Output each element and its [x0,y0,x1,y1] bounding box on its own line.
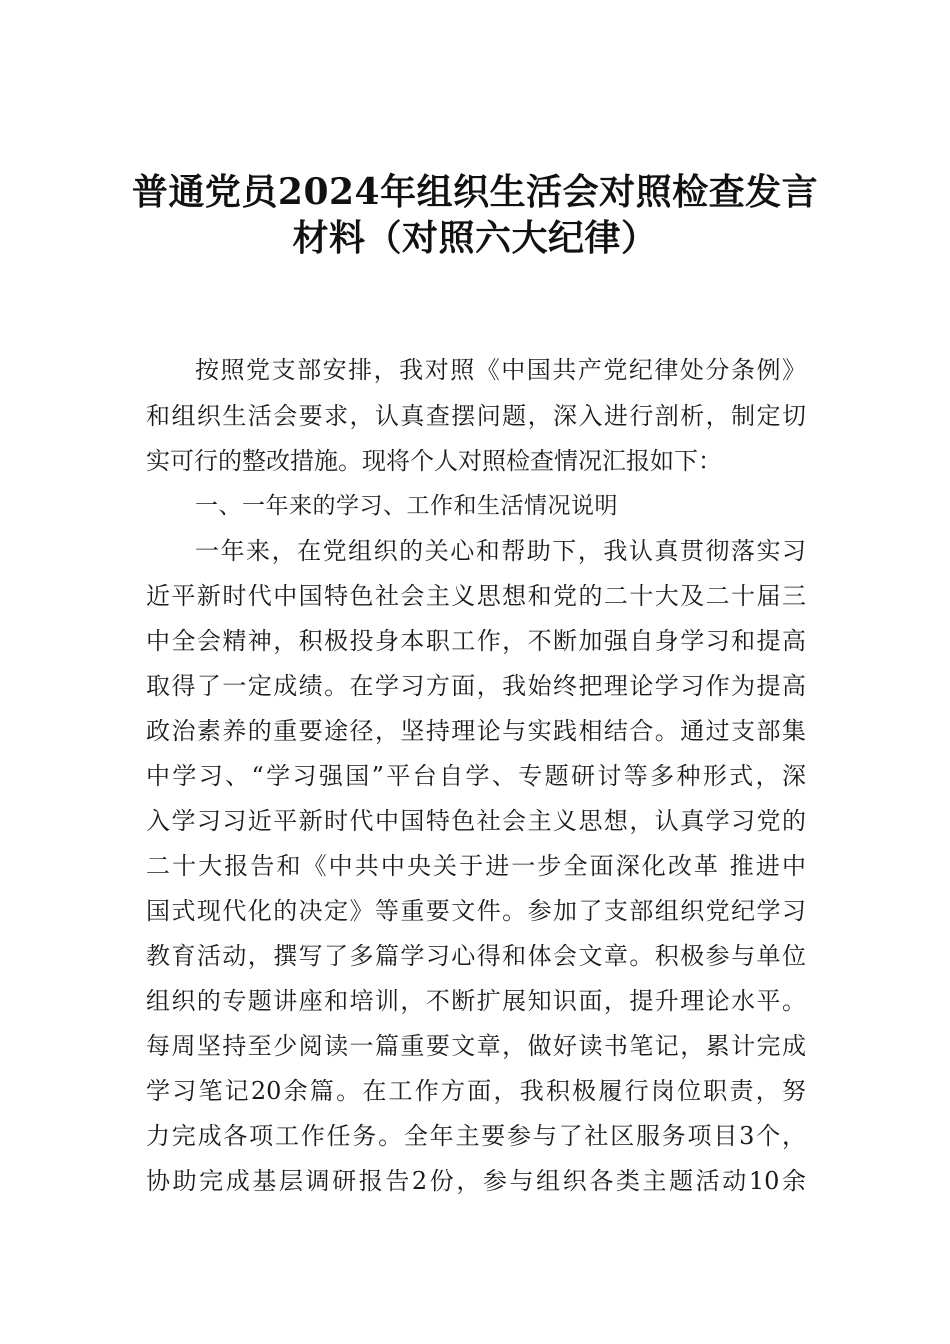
paragraph-line: 政治素养的重要途径，坚持理论与实践相结合。通过支部集 [146,717,806,745]
paragraph-line: 中全会精神，积极投身本职工作，不断加强自身学习和提高 [146,627,806,655]
paragraph-line: 近平新时代中国特色社会主义思想和党的二十大及二十届三 [146,582,806,610]
paragraph-line: 取得了一定成绩。在学习方面，我始终把理论学习作为提高 [146,672,806,700]
document-title-line-2: 材料（对照六大纪律） [292,217,658,259]
document-title-line-1: 普通党员2024年组织生活会对照检查发言 [131,171,819,213]
paragraph-line: 力完成各项工作任务。全年主要参与了社区服务项目3个， [146,1122,806,1150]
paragraph-line: 中学习、“学习强国”平台自学、专题研讨等多种形式，深 [146,762,806,790]
intro-line: 实可行的整改措施。现将个人对照检查情况汇报如下： [146,447,722,475]
paragraph-line: 学习笔记20余篇。在工作方面，我积极履行岗位职责，努 [146,1077,806,1105]
section-heading: 一、一年来的学习、工作和生活情况说明 [195,493,618,519]
paragraph-line: 组织的专题讲座和培训，不断扩展知识面，提升理论水平。 [146,987,806,1015]
paragraph-line: 一年来，在党组织的关心和帮助下，我认真贯彻落实习 [195,537,806,565]
paragraph-line: 二十大报告和《中共中央关于进一步全面深化改革 推进中 [146,852,806,880]
paragraph-line: 每周坚持至少阅读一篇重要文章，做好读书笔记，累计完成 [146,1032,806,1060]
paragraph-line: 入学习习近平新时代中国特色社会主义思想，认真学习党的 [146,807,806,835]
intro-line: 按照党支部安排，我对照《中国共产党纪律处分条例》 [195,356,806,384]
intro-line: 和组织生活会要求，认真查摆问题，深入进行剖析，制定切 [146,402,806,430]
paragraph-line: 国式现代化的决定》等重要文件。参加了支部组织党纪学习 [146,897,806,925]
paragraph-line: 协助完成基层调研报告2份，参与组织各类主题活动10余 [146,1167,806,1195]
paragraph-line: 教育活动，撰写了多篇学习心得和体会文章。积极参与单位 [146,942,806,970]
